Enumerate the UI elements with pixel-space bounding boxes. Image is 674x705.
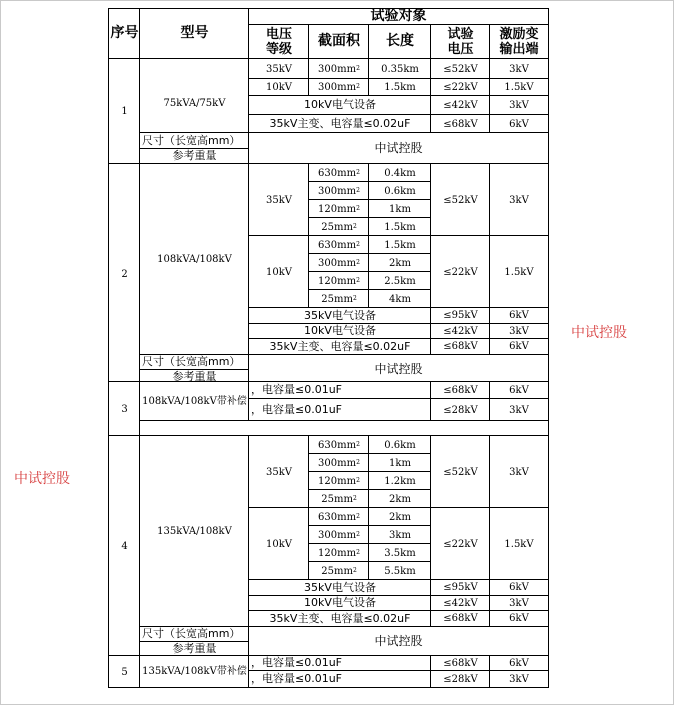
weight-label: 参考重量 — [139, 369, 249, 385]
exciter-cell: 3kV — [489, 58, 549, 79]
size-value: 中试控股 — [248, 626, 549, 657]
equipment-cell: 10kV电气设备 — [248, 595, 431, 612]
area-value: 630mm — [318, 511, 357, 523]
area-value: 120mm — [318, 275, 357, 287]
area-value: 25mm — [321, 293, 353, 305]
test-voltage-cell: ≤22kV — [430, 507, 490, 580]
test-voltage-cell: ≤52kV — [430, 163, 490, 236]
area-value: 300mm — [318, 185, 357, 197]
length-cell: 1km — [368, 453, 431, 472]
area-value: 120mm — [318, 475, 357, 487]
header-model: 型号 — [139, 8, 249, 59]
blank-row — [139, 420, 549, 436]
area-value: 120mm — [318, 203, 357, 215]
length-cell: 1km — [368, 199, 431, 218]
model-cell: 135kVA/108kV带补偿 — [139, 655, 249, 688]
capacitance-cell: ，电容量≤0.01uF — [248, 381, 431, 399]
exciter-cell: 1.5kV — [489, 235, 549, 308]
test-voltage-cell: ≤52kV — [430, 58, 490, 79]
voltage-cell: 10kV — [248, 507, 309, 580]
exciter-cell: 3kV — [489, 398, 549, 421]
area-cell: 300mm 2 — [308, 453, 369, 472]
voltage-cell: 35kV — [248, 435, 309, 508]
length-cell: 0.4km — [368, 163, 431, 182]
length-cell: 3.5km — [368, 543, 431, 562]
length-cell: 2.5km — [368, 271, 431, 290]
size-label: 尺寸（长宽高mm） — [139, 626, 249, 642]
exciter-cell: 6kV — [489, 610, 549, 627]
exciter-cell: 6kV — [489, 307, 549, 324]
equipment-cell: 35kV电气设备 — [248, 579, 431, 596]
seq-cell: 4 — [108, 435, 140, 657]
seq-cell: 5 — [108, 655, 140, 688]
length-cell: 0.6km — [368, 181, 431, 200]
area-cell: 25mm 2 — [308, 561, 369, 580]
model-cell: 135kVA/108kV — [139, 435, 249, 627]
length-cell: 3km — [368, 525, 431, 544]
size-label: 尺寸（长宽高mm） — [139, 354, 249, 370]
voltage-cell: 35kV — [248, 163, 309, 236]
model-cell: 108kVA/108kV — [139, 163, 249, 355]
test-voltage-cell: ≤68kV — [430, 338, 490, 355]
seq-cell: 3 — [108, 381, 140, 436]
header-voltage-level-line-1: 电压 — [265, 27, 292, 42]
area-cell: 120mm 2 — [308, 271, 369, 290]
model-cell: 75kVA/75kV — [139, 58, 249, 147]
weight-label: 参考重量 — [139, 641, 249, 657]
area-cell: 300mm 2 — [308, 253, 369, 272]
test-voltage-cell: ≤42kV — [430, 95, 490, 115]
area-value: 300mm — [318, 529, 357, 541]
equipment-cell: 35kV主变、电容量≤0.02uF — [248, 610, 431, 627]
area-value: 300mm — [318, 257, 357, 269]
area-value: 300mm — [318, 82, 357, 93]
seq-cell: 2 — [108, 163, 140, 385]
voltage-cell: 35kV — [248, 58, 309, 79]
header-voltage-level-line-2: 等级 — [265, 42, 292, 57]
test-voltage-cell: ≤95kV — [430, 307, 490, 324]
area-cell: 25mm 2 — [308, 489, 369, 508]
area-value: 25mm — [321, 493, 353, 505]
equipment-cell: 10kV电气设备 — [248, 323, 431, 340]
length-cell: 0.6km — [368, 435, 431, 454]
area-cell: 300mm 2 — [308, 78, 369, 96]
area-value: 630mm — [318, 439, 357, 451]
model-cell: 108kVA/108kV带补偿 — [139, 381, 249, 421]
seq-cell: 1 — [108, 58, 140, 164]
area-value: 630mm — [318, 167, 357, 179]
length-cell: 1.5km — [368, 217, 431, 236]
table-bottom-border — [108, 687, 549, 688]
area-cell: 25mm 2 — [308, 217, 369, 236]
exciter-cell: 3kV — [489, 95, 549, 115]
header-test-voltage-line-2: 电压 — [447, 42, 474, 57]
exciter-cell: 1.5kV — [489, 78, 549, 96]
area-cell: 630mm 2 — [308, 507, 369, 526]
header-test-voltage-line-1: 试验 — [447, 27, 474, 42]
length-cell: 1.2km — [368, 471, 431, 490]
test-voltage-cell: ≤42kV — [430, 323, 490, 340]
test-voltage-cell: ≤68kV — [430, 655, 490, 671]
area-cell: 300mm 2 — [308, 181, 369, 200]
length-cell: 2km — [368, 507, 431, 526]
header-test-object: 试验对象 — [248, 8, 549, 25]
header-voltage-level — [248, 24, 309, 59]
test-voltage-cell: ≤68kV — [430, 610, 490, 627]
test-voltage-cell: ≤68kV — [430, 381, 490, 399]
header-exciter-output — [489, 24, 549, 59]
size-value: 中试控股 — [248, 354, 549, 385]
voltage-cell: 10kV — [248, 78, 309, 96]
watermark-left: 中试控股 — [14, 471, 70, 487]
test-voltage-cell: ≤28kV — [430, 398, 490, 421]
test-voltage-cell: ≤52kV — [430, 435, 490, 508]
header-test-voltage — [430, 24, 490, 59]
header-cross-section: 截面积 — [308, 24, 369, 59]
exciter-cell: 3kV — [489, 435, 549, 508]
exciter-cell: 3kV — [489, 595, 549, 612]
area-cell: 630mm 2 — [308, 163, 369, 182]
area-cell: 630mm 2 — [308, 235, 369, 254]
header-seq: 序号 — [108, 8, 140, 59]
area-cell: 300mm 2 — [308, 525, 369, 544]
area-value: 25mm — [321, 221, 353, 233]
exciter-cell: 6kV — [489, 114, 549, 133]
area-cell: 25mm 2 — [308, 289, 369, 308]
length-cell: 5.5km — [368, 561, 431, 580]
size-value: 中试控股 — [248, 132, 549, 164]
length-cell: 0.35km — [368, 58, 431, 79]
test-voltage-cell: ≤68kV — [430, 114, 490, 133]
header-exciter-output-line-1: 激励变 — [499, 27, 539, 42]
exciter-cell: 1.5kV — [489, 507, 549, 580]
length-cell: 4km — [368, 289, 431, 308]
capacitance-cell: ，电容量≤0.01uF — [248, 655, 431, 671]
watermark-right: 中试控股 — [571, 325, 627, 341]
test-voltage-cell: ≤28kV — [430, 670, 490, 688]
exciter-cell: 6kV — [489, 381, 549, 399]
size-label: 尺寸（长宽高mm） — [139, 132, 249, 149]
exciter-cell: 3kV — [489, 163, 549, 236]
test-voltage-cell: ≤22kV — [430, 235, 490, 308]
equipment-cell: 35kV电气设备 — [248, 307, 431, 324]
area-cell: 120mm 2 — [308, 543, 369, 562]
spec-table — [108, 8, 548, 700]
exciter-cell: 3kV — [489, 323, 549, 340]
length-cell: 1.5km — [368, 235, 431, 254]
test-voltage-cell: ≤42kV — [430, 595, 490, 612]
exciter-cell: 3kV — [489, 670, 549, 688]
area-cell: 120mm 2 — [308, 471, 369, 490]
exciter-cell: 6kV — [489, 655, 549, 671]
area-value: 300mm — [318, 457, 357, 469]
test-voltage-cell: ≤95kV — [430, 579, 490, 596]
area-value: 300mm — [318, 63, 357, 75]
header-length: 长度 — [368, 24, 431, 59]
voltage-cell: 10kV — [248, 235, 309, 308]
equipment-cell: 35kV主变、电容量≤0.02uF — [248, 338, 431, 355]
exciter-cell: 6kV — [489, 338, 549, 355]
length-cell: 1.5km — [368, 78, 431, 96]
weight-label: 参考重量 — [139, 148, 249, 164]
area-value: 630mm — [318, 239, 357, 251]
capacitance-cell: ，电容量≤0.01uF — [248, 670, 431, 688]
area-value: 120mm — [318, 547, 357, 559]
length-cell: 2km — [368, 253, 431, 272]
area-value: 25mm — [321, 565, 353, 577]
equipment-cell: 35kV主变、电容量≤0.02uF — [248, 114, 431, 133]
test-voltage-cell: ≤22kV — [430, 78, 490, 96]
header-exciter-output-line-2: 输出端 — [499, 42, 539, 57]
area-cell: 300mm 2 — [308, 58, 369, 79]
exciter-cell: 6kV — [489, 579, 549, 596]
length-cell: 2km — [368, 489, 431, 508]
capacitance-cell: ，电容量≤0.01uF — [248, 398, 431, 421]
area-cell: 120mm 2 — [308, 199, 369, 218]
area-cell: 630mm 2 — [308, 435, 369, 454]
equipment-cell: 10kV电气设备 — [248, 95, 431, 115]
